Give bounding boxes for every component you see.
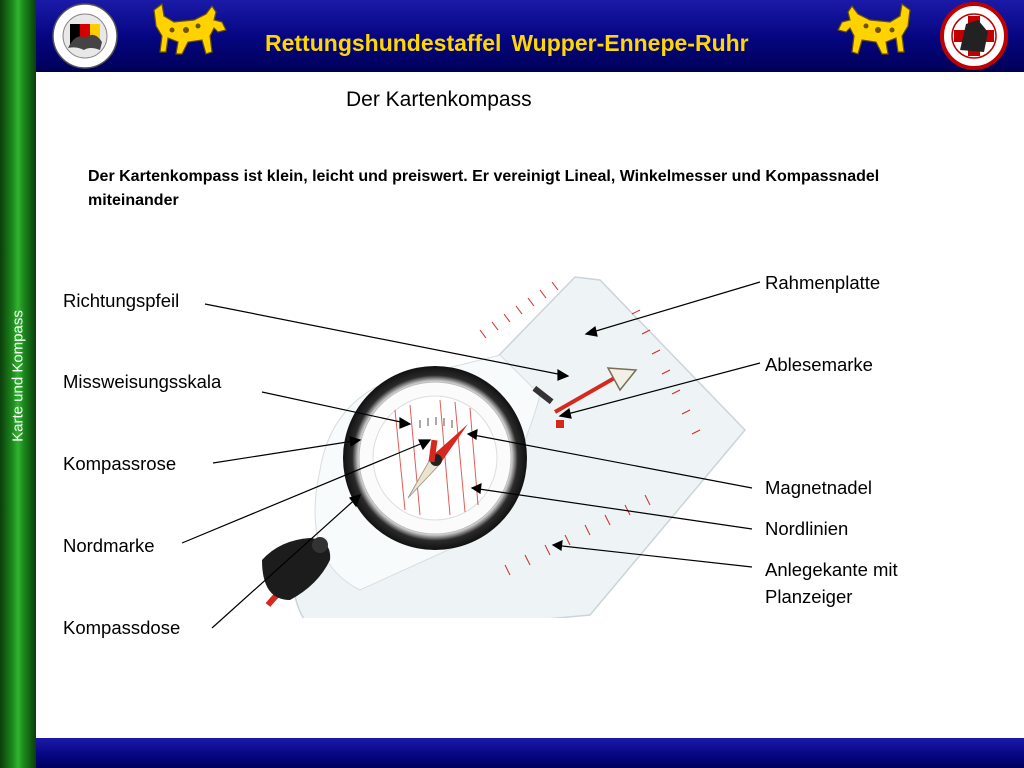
label-kompassrose: Kompassrose (63, 453, 177, 474)
label-missweisungsskala: Missweisungsskala (63, 371, 222, 392)
header-title-part1: Rettungshundestaffel (265, 30, 502, 56)
label-magnetnadel: Magnetnadel (765, 477, 872, 498)
label-kompassdose: Kompassdose (63, 617, 181, 638)
label-nordlinien: Nordlinien (765, 518, 849, 539)
label-ablesemarke: Ablesemarke (765, 354, 873, 375)
label-anlegekante (765, 556, 898, 610)
label-richtungspfeil: Richtungspfeil (63, 290, 180, 311)
intro-text: Der Kartenkompass ist klein, leicht und preiswert. Er vereinigt Lineal, Winkelmesser und Kompassnadel miteinander (88, 168, 880, 209)
label-anlegekante-line2: Planzeiger (765, 586, 853, 607)
footer-bar (36, 738, 1024, 768)
label-anlegekante-line1: Anlegekante mit (765, 559, 898, 580)
sidebar-title: Karte und Kompass (9, 310, 27, 442)
page-title: Der Kartenkompass (346, 88, 532, 111)
label-nordmarke: Nordmarke (63, 535, 155, 556)
header-title-part2: Wupper-Ennepe-Ruhr (511, 30, 749, 56)
label-rahmenplatte: Rahmenplatte (765, 272, 881, 293)
